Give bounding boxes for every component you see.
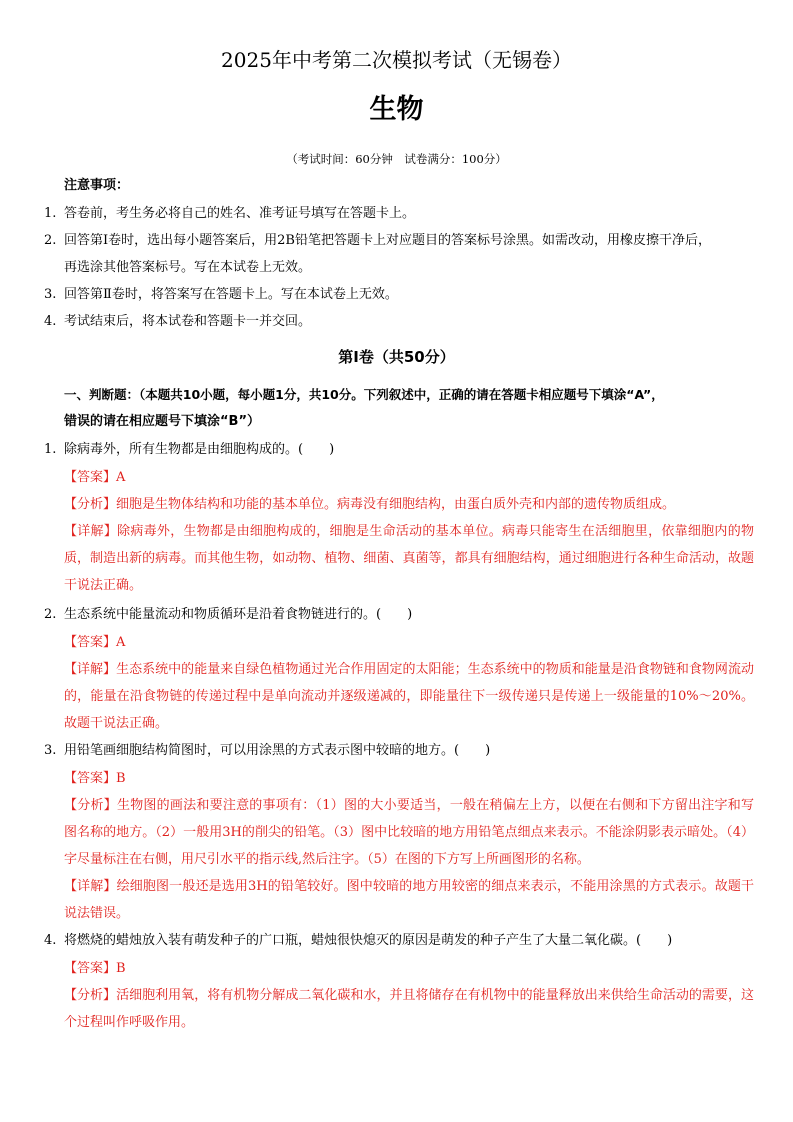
question-3-answer [64,765,754,927]
analysis-text [64,982,754,1036]
page-title: 2025年中考第二次模拟考试（无锡卷） [221,48,572,72]
answer-label: 【答案】A [64,635,126,650]
analysis-body: 生物图的画法和要注意的事项有：（1）图的大小要适当，一般在稍偏左上方，以便在右侧和下方留出注字和写图名称的地方。（2）一般用3H的削尖的铅笔。（3）图中比较暗的地方用铅笔点细点来表示。不能涂阴影表示暗处。（4）字尽量标注在右侧，用尺引水平的指示线,然后注字。（5）在图的下方写上所画图形的名称。 [64,798,754,867]
detail-tag: 【详解】 [64,879,117,894]
notice-num: 4. [44,314,57,329]
detail-body: 生态系统中的能量来自绿色植物通过光合作用固定的太阳能；生态系统中的物质和能量是沿食物链和食物网流动的，能量在沿食物链的传递过程中是单向流动并逐级递减的，即能量往下一级传递只是传递上一级能量的10%～20%。故题干说法正确。 [64,662,754,731]
analysis-text [64,491,754,518]
question-1-answer [64,464,754,599]
exam-info: （考试时间：60分钟 试卷满分：100分） [286,152,507,166]
question-stem: 用铅笔画细胞结构简图时，可以用涂黑的方式表示图中较暗的地方。( ) [64,743,491,758]
notice-line: 回答第Ⅱ卷时，将答案写在答题卡上。写在本试卷上无效。 [64,287,398,302]
question-num: 4. [44,933,57,948]
question-4-answer [64,955,754,1036]
detail-text [64,873,754,927]
question-stem: 将燃烧的蜡烛放入装有萌发种子的广口瓶，蜡烛很快熄灭的原因是萌发的种子产生了大量二氧化碳。( ) [64,933,673,948]
analysis-body: 细胞是生物体结构和功能的基本单位。病毒没有细胞结构，由蛋白质外壳和内部的遗传物质组成。 [116,497,676,512]
analysis-tag: 【分析】 [64,988,117,1003]
question-2-answer [64,629,754,737]
part-heading: 一、判断题：（本题共10小题，每小题1分，共10分。下列叙述中，正确的请在答题卡相应题号下填涂“A”， [64,387,664,402]
subject-title: 生物 [369,94,424,125]
question-num: 3. [44,743,57,758]
notice-line: 考试结束后，将本试卷和答题卡一并交回。 [64,314,312,329]
notice-line: 回答第Ⅰ卷时，选出每小题答案后，用2B铅笔把答题卡上对应题目的答案标号涂黑。如需改动，用橡皮擦干净后， [64,233,711,248]
question-num: 1. [44,442,57,457]
answer-label: 【答案】A [64,470,126,485]
question-stem: 除病毒外，所有生物都是由细胞构成的。( ) [64,442,335,457]
notice-num: 1. [44,206,57,221]
analysis-text [64,792,754,873]
detail-body: 除病毒外，生物都是由细胞构成的，细胞是生命活动的基本单位。病毒只能寄生在活细胞里，依靠细胞内的物质，制造出新的病毒。而其他生物，如动物、植物、细菌、真菌等，都具有细胞结构，通过细胞进行各种生命活动，故题干说法正确。 [64,524,754,593]
notice-num: 2. [44,233,57,248]
answer-label: 【答案】B [64,961,126,976]
question-num: 2. [44,607,57,622]
question-stem: 生态系统中能量流动和物质循环是沿着食物链进行的。( ) [64,607,413,622]
part-heading: 错误的请在相应题号下填涂“B”） [64,414,260,429]
analysis-tag: 【分析】 [64,798,117,813]
notice-line: 答卷前，考生务必将自己的姓名、准考证号填写在答题卡上。 [64,206,416,221]
analysis-tag: 【分析】 [64,497,117,512]
detail-tag: 【详解】 [64,662,117,677]
notice-line: 再选涂其他答案标号。写在本试卷上无效。 [64,260,312,275]
detail-body: 绘细胞图一般还是选用3H的铅笔较好。图中较暗的地方用较密的细点来表示，不能用涂黑的方式表示。故题干说法错误。 [64,879,754,921]
section-title: 第Ⅰ卷（共50分） [338,348,455,366]
notice-num: 3. [44,287,57,302]
notice-title: 注意事项： [64,178,130,193]
detail-text [64,656,754,737]
detail-tag: 【详解】 [64,524,118,539]
detail-text [64,518,754,599]
analysis-body: 活细胞利用氧，将有机物分解成二氧化碳和水，并且将储存在有机物中的能量释放出来供给生命活动的需要，这个过程叫作呼吸作用。 [64,988,754,1030]
answer-label: 【答案】B [64,771,126,786]
